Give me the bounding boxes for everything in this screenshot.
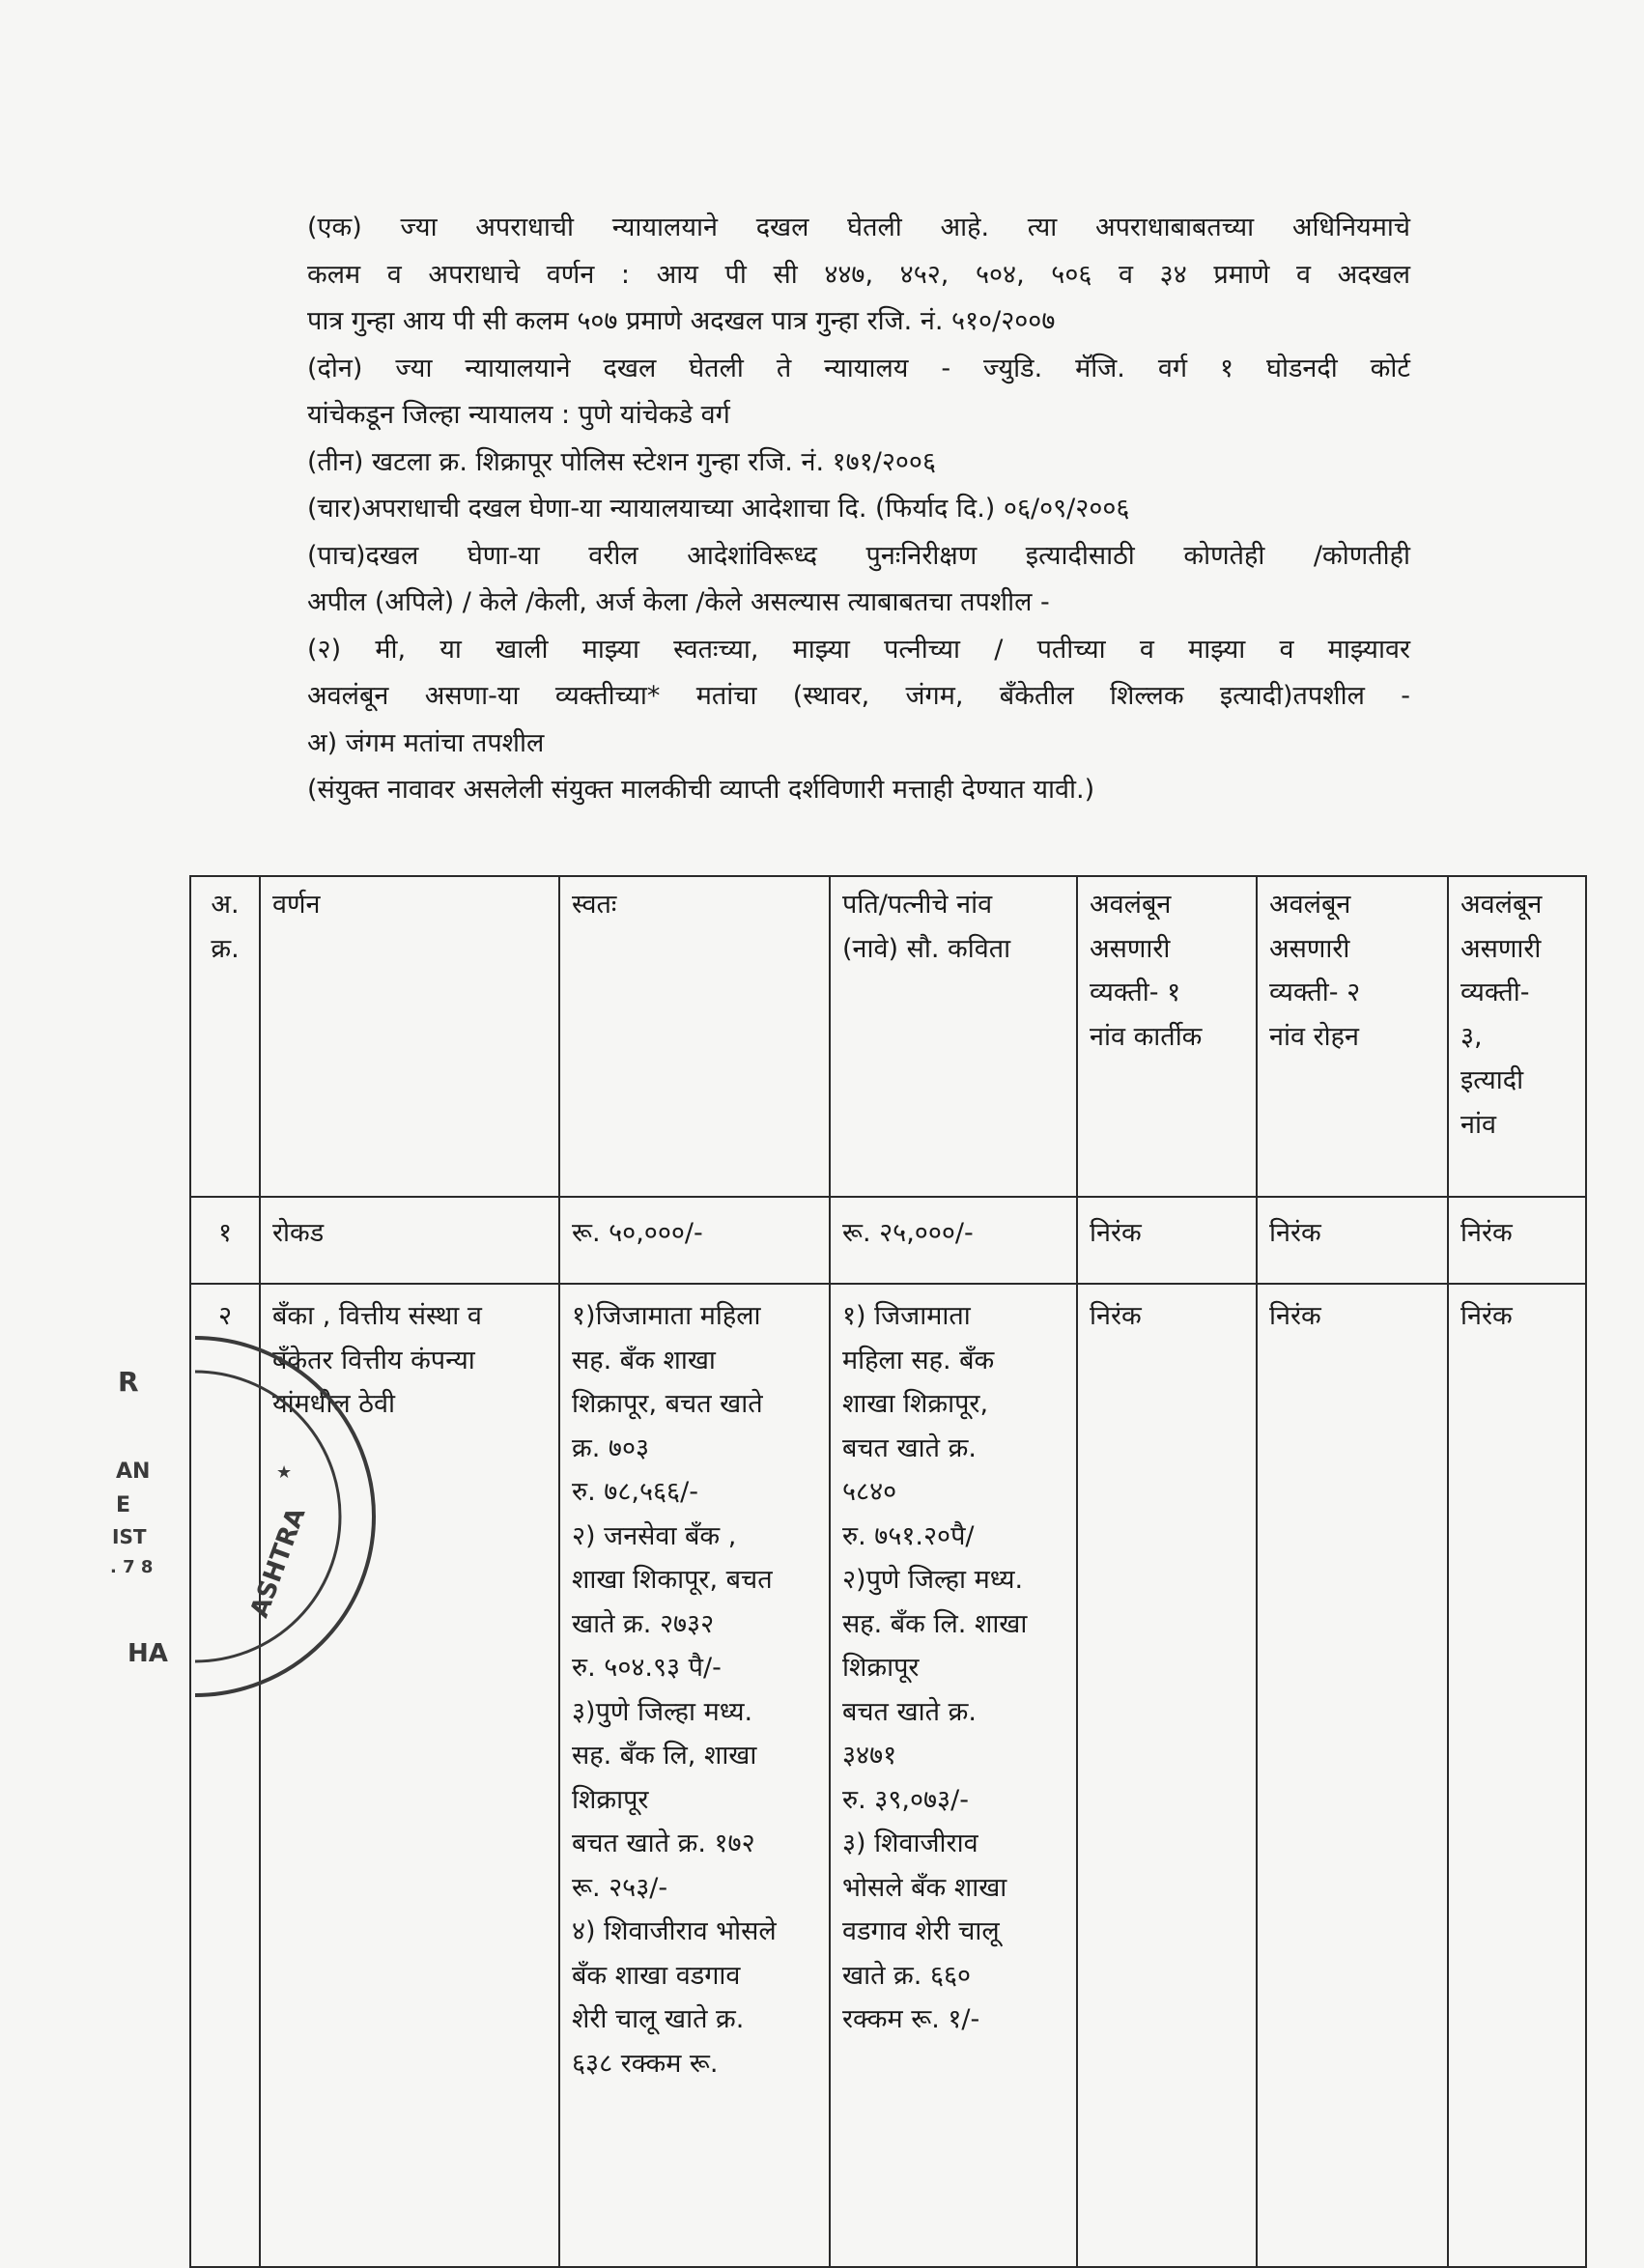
movable-assets-table bbox=[189, 875, 1587, 2268]
intro-line: (पाच)दखल घेणा-या वरील आदेशांविरूध्द पुनःनिरीक्षण इत्यादीसाठी कोणतेही /कोणतीही bbox=[307, 540, 1410, 571]
intro-line: (दोन) ज्या न्यायालयाने दखल घेतली ते न्यायालय - ज्युडि. मॅजि. वर्ग १ घोडनदी कोर्ट bbox=[307, 353, 1410, 383]
intro-line: अवलंबून असणा-या व्यक्तीच्या* मतांचा (स्थावर, जंगम, बँकेतील शिल्लक इत्यादी)तपशील - bbox=[307, 681, 1410, 711]
seal-fragment: E bbox=[116, 1493, 131, 1517]
cell-description: बँका , वित्तीय संस्था व बँकेतर वित्तीय कंपन्या यांमधील ठेवी bbox=[260, 1284, 559, 2267]
cell-sr: २ bbox=[190, 1284, 260, 2267]
intro-line: कलम व अपराधाचे वर्णन : आय पी सी ४४७, ४५२, ५०४, ५०६ व ३४ प्रमाणे व अदखल bbox=[307, 259, 1410, 290]
table-header-row bbox=[190, 876, 1586, 1197]
intro-line: (तीन) खटला क्र. शिक्रापूर पोलिस स्टेशन गुन्हा रजि. नं. १७१/२००६ bbox=[307, 446, 936, 477]
seal-graphic bbox=[106, 1333, 312, 1700]
seal-fragment: IST bbox=[112, 1525, 147, 1548]
seal-fragment: AN bbox=[116, 1460, 151, 1484]
cell-sr: १ bbox=[190, 1197, 260, 1284]
intro-line: (चार)अपराधाची दखल घेणा-या न्यायालयाच्या आदेशाचा दि. (फिर्याद दि.) ०६/०९/२००६ bbox=[307, 494, 1130, 524]
intro-line: अ) जंगम मतांचा तपशील bbox=[307, 727, 545, 758]
header-dependent-1: अवलंबून असणारी व्यक्ती- १ नांव कार्तीक bbox=[1077, 876, 1257, 1197]
cell-dependent-3: निरंक bbox=[1448, 1197, 1586, 1284]
header-sr: अ. क्र. bbox=[190, 876, 260, 1197]
header-self: स्वतः bbox=[559, 876, 830, 1197]
cell-self: १)जिजामाता महिला सह. बँक शाखा शिक्रापूर, बचत खाते क्र. ७०३ रु. ७८,५६६/- २) जनसेवा बँक , शाखा शिकापूर, बचत खाते क्र. २७३२ रु. ५०४.९३ पै/- ३)पुणे जिल्हा मध्य. सह. बँक लि, शाखा शिक्रापूर बचत खाते क्र. १७२ रू. २५३/- ४) शिवाजीराव भोसले बँक शाखा वडगाव शेरी चालू खाते क्र. ६३८ रक्कम रू. bbox=[559, 1284, 830, 2267]
intro-line: (संयुक्त नावावर असलेली संयुक्त मालकीची व्याप्ती दर्शविणारी मत्ताही देण्यात यावी.) bbox=[307, 775, 1095, 805]
cell-dependent-3: निरंक bbox=[1448, 1284, 1586, 2267]
intro-line: अपील (अपिले) / केले /केली, अर्ज केला /केले असल्यास त्याबाबतचा तपशील - bbox=[307, 587, 1050, 617]
intro-line: यांचेकडून जिल्हा न्यायालय : पुणे यांचेकडे वर्ग bbox=[307, 400, 730, 430]
header-dependent-2: अवलंबून असणारी व्यक्ती- २ नांव रोहन bbox=[1257, 876, 1448, 1197]
intro-line: (२) मी, या खाली माझ्या स्वतःच्या, माझ्या पत्नीच्या / पतीच्या व माझ्या व माझ्यावर bbox=[307, 634, 1410, 665]
seal-fragment: HA bbox=[128, 1639, 168, 1668]
seal-text: ASHTRA bbox=[244, 1504, 312, 1622]
cell-dependent-2: निरंक bbox=[1257, 1284, 1448, 2267]
header-description: वर्णन bbox=[260, 876, 559, 1197]
cell-spouse: रू. २५,०००/- bbox=[830, 1197, 1077, 1284]
seal-fragment: R bbox=[118, 1366, 139, 1398]
intro-line: (एक) ज्या अपराधाची न्यायालयाने दखल घेतली आहे. त्या अपराधाबाबतच्या अधिनियमाचे bbox=[307, 213, 1410, 242]
cell-dependent-2: निरंक bbox=[1257, 1197, 1448, 1284]
intro-paragraphs bbox=[307, 205, 1410, 814]
header-dependent-3: अवलंबून असणारी व्यक्ती- ३, इत्यादी नांव bbox=[1448, 876, 1586, 1197]
header-spouse: पति/पत्नीचे नांव (नावे) सौ. कविता bbox=[830, 876, 1077, 1197]
cell-description: रोकड bbox=[260, 1197, 559, 1284]
cell-self: रू. ५०,०००/- bbox=[559, 1197, 830, 1284]
intro-line: पात्र गुन्हा आय पी सी कलम ५०७ प्रमाणे अदखल पात्र गुन्हा रजि. नं. ५१०/२००७ bbox=[307, 306, 1056, 336]
seal-fragment: . 7 8 bbox=[110, 1557, 154, 1577]
cell-dependent-1: निरंक bbox=[1077, 1284, 1257, 2267]
cell-spouse: १) जिजामाता महिला सह. बँक शाखा शिक्रापूर, बचत खाते क्र. ५८४० रु. ७५१.२०पै/ २)पुणे जिल्हा मध्य. सह. बँक लि. शाखा शिक्रापूर बचत खाते क्र. ३४७१ रु. ३९,०७३/- ३) शिवाजीराव भोसले बँक शाखा वडगाव शेरी चालू खाते क्र. ६६० रक्कम रू. १/- bbox=[830, 1284, 1077, 2267]
table-row bbox=[190, 1284, 1586, 2267]
official-seal-stamp bbox=[106, 1333, 312, 1700]
cell-dependent-1: निरंक bbox=[1077, 1197, 1257, 1284]
seal-star-icon: ★ bbox=[276, 1462, 293, 1483]
table-row bbox=[190, 1197, 1586, 1284]
